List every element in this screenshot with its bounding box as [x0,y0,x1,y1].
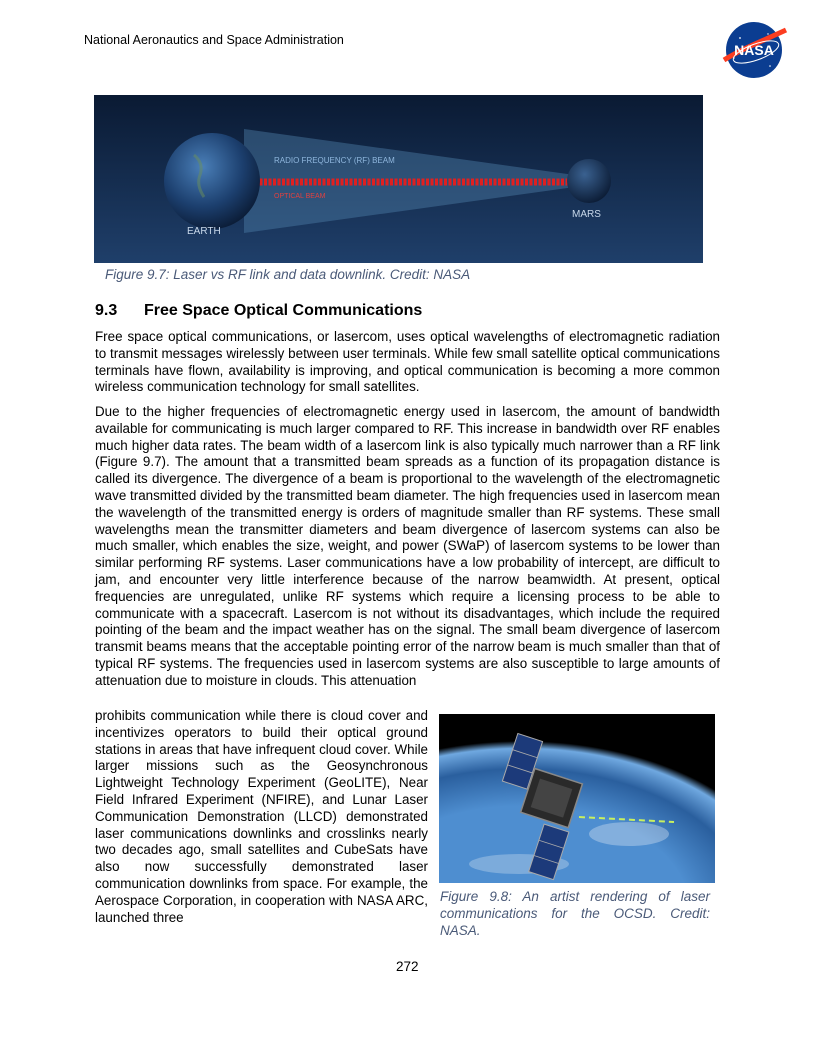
optical-beam-label: OPTICAL BEAM [274,193,326,200]
mars-globe [567,159,611,203]
mars-label: MARS [572,209,601,220]
nasa-logo [720,20,788,80]
paragraph-3: prohibits communication while there is cloud cover and incentivizes operators to build their optical ground stations in areas that have infrequent cloud cover. While larger missions such as the Geosynchronous Lightweight Technology Experiment (GeoLITE), Near Field Infrared Experiment (NFIRE), and Lunar Laser Communication Demonstration (LLCD) demonstrated laser communications downlinks and crosslinks nearly two decades ago, small satellites and CubeSats have also now successfully demonstrated laser communication downlinks from space. For example, the Aerospace Corporation, in cooperation with NASA ARC, launched three [95,708,428,925]
earth-label: EARTH [187,226,221,237]
section-number: 9.3 [95,302,118,319]
section-title: Free Space Optical Communications [144,302,423,319]
header-organization: National Aeronautics and Space Administration [84,33,344,47]
page-number: 272 [396,959,419,974]
earth-globe [164,133,260,229]
figure-9-7-caption: Figure 9.7: Laser vs RF link and data downlink. Credit: NASA [105,267,471,282]
laser-vs-rf-figure [94,95,703,263]
nasa-logo-text: NASA [734,42,774,58]
section-heading [95,302,422,320]
paragraph-1: Free space optical communications, or lasercom, uses optical wavelengths of electromagnetic radiation to transmit messages wirelessly between user terminals. While few small satellite optical communications terminals have flown, availability is improving, and optical communication is becoming a more common wireless communication technology for small satellites. [95,329,720,395]
figure-9-8-caption: Figure 9.8: An artist rendering of laser communications for the OCSD. Credit: NASA. [440,889,710,938]
rf-beam-label: RADIO FREQUENCY (RF) BEAM [274,156,395,165]
paragraph-2: Due to the higher frequencies of electromagnetic energy used in lasercom, the amount of bandwidth available for communicating is much larger compared to RF. This increase in bandwidth over RF enables much higher data rates. The beam width of a lasercom link is also typically much narrower than a RF link (Figure 9.7). The amount that a transmitted beam spreads as a function of its propagation distance is called its divergence. The divergence of a beam is proportional to the wavelength of the electromagnetic wave transmitted divided by the transmitted beam diameter. The high frequencies used in lasercom mean the wavelength of the transmitted energy is orders of magnitude smaller than RF systems. These small wavelengths mean the transmitter diameters and beam divergence of lasercom systems can also be much smaller, which enables the size, weight, and power (SWaP) of lasercom systems to be lower than similar performing RF systems. Laser communications have a low probability of intercept, are difficult to jam, and encounter very little interference because of the narrow beamwidth. At present, optical frequencies are unregulated, unlike RF systems which require a licensing process to be able to communicate with a spacecraft. Lasercom is not without its disadvantages, which include the required pointing of the beam and the impact weather has on the signal. The small beam divergence of lasercom transmit beams means that the acceptable pointing error of the narrow beam is much smaller than that of typical RF systems. The frequencies used in lasercom systems are also susceptible to large amounts of attenuation due to moisture in clouds. This attenuation [95,404,720,688]
ocsd-laser-rendering [439,714,715,883]
